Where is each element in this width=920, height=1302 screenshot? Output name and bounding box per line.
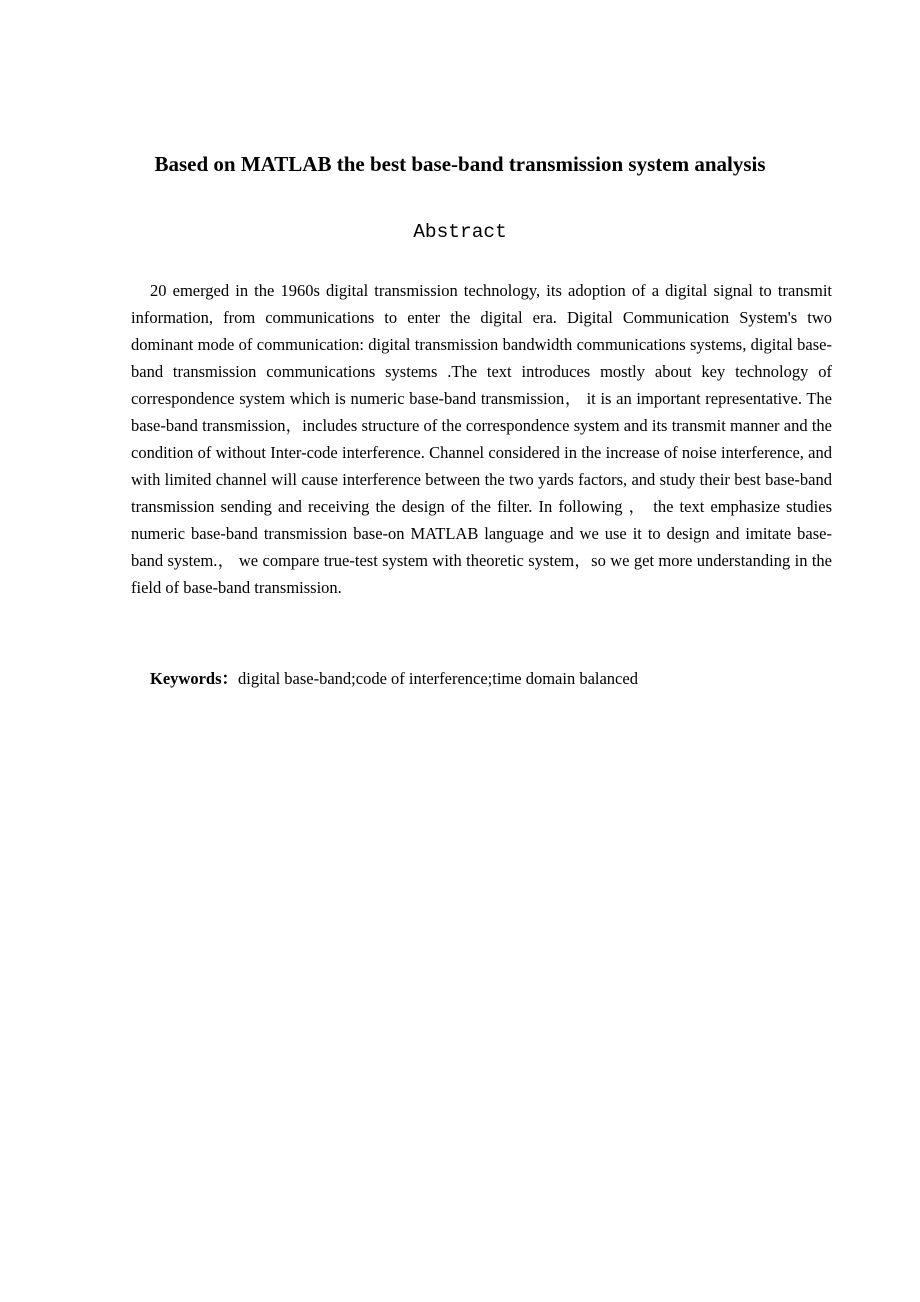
abstract-heading: Abstract: [413, 221, 507, 243]
paper-title: Based on MATLAB the best base-band transmission system analysis: [154, 152, 766, 176]
keywords-text: digital base-band;code of interference;time domain balanced: [238, 669, 638, 688]
keywords-label: Keywords：: [150, 669, 238, 688]
abstract-body: 20 emerged in the 1960s digital transmission technology, its adoption of a digital signal to transmit information, from communications to enter the digital era. Digital Communication System's two dominant mode of communication: digital transmission bandwidth communications systems, digital base-band transmission communications systems .The text introduces mostly about key technology of correspondence system which is numeric base-band transmission， it is an important representative. The base-band transmission，includes structure of the correspondence system and its transmit manner and the condition of without Inter-code interference. Channel considered in the increase of noise interference, and with limited channel will cause interference between the two yards factors, and study their best base-band transmission sending and receiving the design of the filter. In following ， the text emphasize studies numeric base-band transmission base-on MATLAB language and we use it to design and imitate base-band system.， we compare true-test system with theoretic system，so we get more understanding in the field of base-band transmission.: [131, 281, 832, 597]
keywords-line: [150, 666, 850, 692]
